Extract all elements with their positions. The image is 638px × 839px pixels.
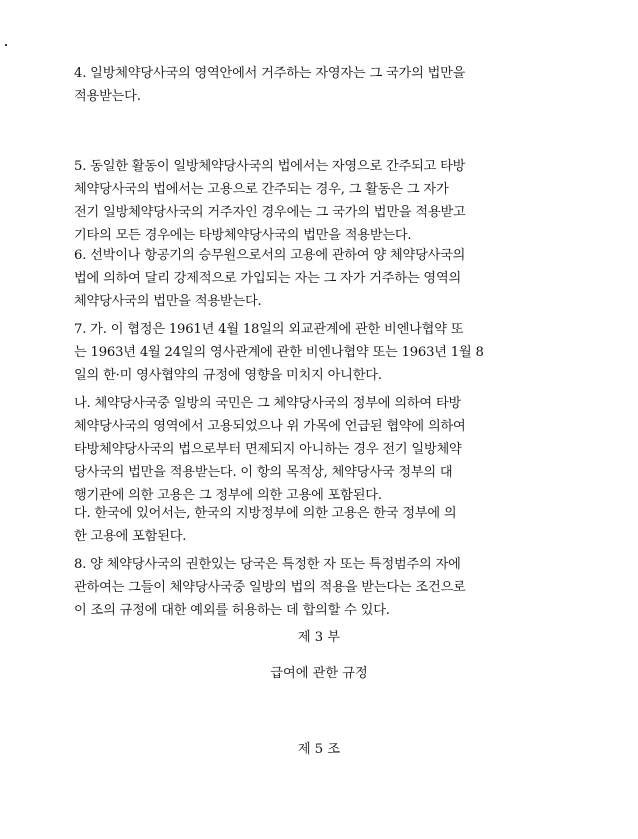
paragraph-5 [74, 155, 586, 247]
part-heading: 제 3 부 [297, 630, 341, 645]
paragraph-line: 다. 한국에 있어서는, 한국의 지방정부에 의한 고용은 한국 정부에 의 [74, 506, 457, 521]
paragraph-line: 는 1963년 4월 24일의 영사관계에 관한 비엔나협약 또는 1963년 1월 8 [74, 345, 484, 360]
paragraph-line: 6. 선박이나 항공기의 승무원으로서의 고용에 관하여 양 체약당사국의 [74, 248, 466, 263]
paragraph-line: 적용받는다. [74, 89, 141, 104]
paragraph-line: 행기관에 의한 고용은 그 정부에 의한 고용에 포함된다. [74, 488, 382, 503]
paragraph-line: 체약당사국의 영역에서 고용되었으나 위 가목에 언급된 협약에 의하여 [74, 419, 466, 434]
paragraph-line: 당사국의 법만을 적용받는다. 이 항의 목적상, 체약당사국 정부의 대 [74, 465, 453, 480]
article-heading: 제 5 조 [297, 742, 341, 757]
paragraph-7a [74, 318, 586, 387]
paragraph-line: 8. 양 체약당사국의 권한있는 당국은 특정한 자 또는 특정범주의 자에 [74, 557, 461, 572]
paragraph-line: 7. 가. 이 협정은 1961년 4월 18일의 외교관계에 관한 비엔나협약 또 [74, 322, 464, 337]
scan-speck [5, 44, 7, 46]
paragraph-4 [74, 62, 586, 108]
paragraph-line: 5. 동일한 활동이 일방체약당사국의 법에서는 자영으로 간주되고 타방 [74, 159, 466, 174]
paragraph-line: 한 고용에 포함된다. [74, 529, 187, 544]
paragraph-7c [74, 502, 586, 548]
paragraph-line: 나. 체약당사국중 일방의 국민은 그 체약당사국의 정부에 의하여 타방 [74, 396, 462, 411]
paragraph-line: 일의 한·미 영사협약의 규정에 영향을 미치지 아니한다. [74, 368, 382, 383]
paragraph-line: 체약당사국의 법만을 적용받는다. [74, 294, 262, 309]
paragraph-line: 체약당사국의 법에서는 고용으로 간주되는 경우, 그 활동은 그 자가 [74, 182, 449, 197]
part-title: 급여에 관한 규정 [270, 666, 368, 681]
paragraph-line: 이 조의 규정에 대한 예외를 허용하는 데 합의할 수 있다. [74, 603, 390, 618]
paragraph-6 [74, 244, 586, 313]
paragraph-line: 법에 의하여 달리 강제적으로 가입되는 자는 그 자가 거주하는 영역의 [74, 271, 462, 286]
paragraph-line: 관하여는 그들이 체약당사국중 일방의 법의 적용을 받는다는 조건으로 [74, 580, 466, 595]
paragraph-line: 기타의 모든 경우에는 타방체약당사국의 법만을 적용받는다. [74, 228, 412, 243]
paragraph-7b [74, 392, 586, 507]
paragraph-8 [74, 553, 586, 622]
paragraph-line: 타방체약당사국의 법으로부터 면제되지 아니하는 경우 전기 일방체약 [74, 442, 462, 457]
paragraph-line: 4. 일방체약당사국의 영역안에서 거주하는 자영자는 그 국가의 법만을 [74, 66, 466, 81]
paragraph-line: 전기 일방체약당사국의 거주자인 경우에는 그 국가의 법만을 적용받고 [74, 205, 466, 220]
